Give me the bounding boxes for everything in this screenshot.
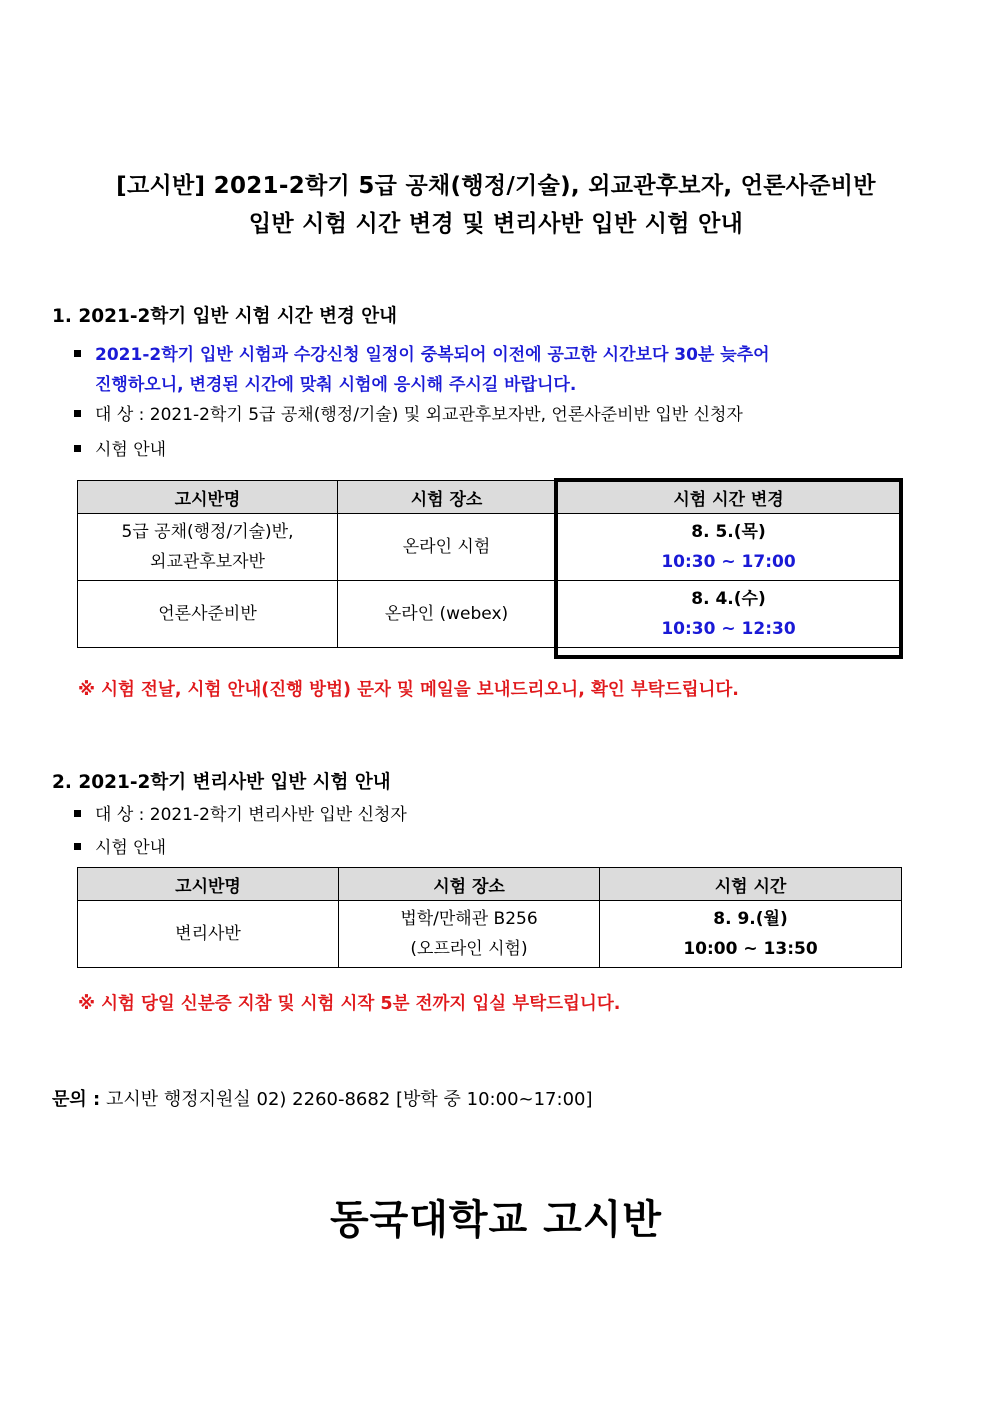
exam-place-line2: (오프라인 시험) bbox=[410, 939, 528, 959]
exam-info-text: 시험 안내 bbox=[95, 440, 167, 460]
header-exam-place: 시험 장소 bbox=[339, 868, 600, 901]
section1-heading: 1. 2021-2학기 입반 시험 시간 변경 안내 bbox=[52, 306, 398, 327]
time-change-highlight-box bbox=[554, 478, 903, 659]
header-exam-time-change: 시험 시간 변경 bbox=[556, 481, 902, 514]
contact-info bbox=[52, 1085, 593, 1111]
exam-place-cell: 온라인 (webex) bbox=[338, 581, 556, 648]
header-exam-time: 시험 시간 bbox=[600, 868, 902, 901]
exam-place-cell: 온라인 시험 bbox=[338, 514, 556, 581]
class-name-cell: 변리사반 bbox=[78, 901, 339, 968]
class-name-cell bbox=[78, 581, 338, 648]
target-text: 대 상 : 2021-2학기 변리사반 입반 신청자 bbox=[95, 805, 407, 825]
header-exam-place: 시험 장소 bbox=[338, 481, 556, 514]
organization-footer: 동국대학교 고시반 bbox=[329, 1197, 663, 1243]
contact-label: 문의 : bbox=[52, 1089, 101, 1110]
contact-text: 고시반 행정지원실 02) 2260-8682 [방학 중 10:00~17:00] bbox=[105, 1089, 593, 1110]
bullet-square-icon bbox=[74, 810, 81, 817]
bullet-square-icon bbox=[74, 350, 81, 357]
section2-note: ※ 시험 당일 신분증 지참 및 시험 시작 5분 전까지 입실 부탁드립니다. bbox=[78, 994, 621, 1014]
class-name-line2: 외교관후보자반 bbox=[150, 552, 265, 572]
class-name-line1: 언론사준비반 bbox=[158, 604, 257, 624]
section2-target bbox=[74, 800, 407, 830]
exam-date: 8. 4.(수) bbox=[691, 589, 766, 609]
header-class-name: 고시반명 bbox=[78, 868, 339, 901]
page-title-line1: [고시반] 2021-2학기 5급 공채(행정/기술), 외교관후보자, 언론사준비반 bbox=[116, 173, 876, 199]
header-class-name: 고시반명 bbox=[78, 481, 338, 514]
section1-note: ※ 시험 전날, 시험 안내(진행 방법) 문자 및 메일을 보내드리오니, 확인 부탁드립니다. bbox=[78, 680, 739, 700]
exam-place-cell bbox=[339, 901, 600, 968]
exam-time: 10:30 ~ 17:00 bbox=[661, 552, 796, 572]
section1-notice bbox=[74, 340, 770, 400]
target-text: 대 상 : 2021-2학기 5급 공채(행정/기술) 및 외교관후보자반, 언론사준비반 입반 신청자 bbox=[95, 405, 743, 425]
page-title-line2: 입반 시험 시간 변경 및 변리사반 입반 시험 안내 bbox=[248, 211, 744, 237]
exam-date: 8. 5.(목) bbox=[691, 522, 766, 542]
exam-place-line1: 법학/만해관 B256 bbox=[400, 909, 538, 929]
exam-time: 10:00 ~ 13:50 bbox=[683, 939, 818, 959]
table-header-row bbox=[78, 868, 902, 901]
exam-time-cell bbox=[600, 901, 902, 968]
exam-time: 10:30 ~ 12:30 bbox=[661, 619, 796, 639]
section1-exam-info bbox=[74, 435, 166, 465]
table-row bbox=[78, 901, 902, 968]
section1-target bbox=[74, 400, 743, 430]
exam-info-text: 시험 안내 bbox=[95, 838, 167, 858]
class-name-cell bbox=[78, 514, 338, 581]
bullet-square-icon bbox=[74, 410, 81, 417]
section2-exam-info bbox=[74, 833, 166, 863]
bullet-square-icon bbox=[74, 843, 81, 850]
bullet-square-icon bbox=[74, 445, 81, 452]
notice-line1: 2021-2학기 입반 시험과 수강신청 일정이 중복되어 이전에 공고한 시간보다 30분 늦추어 bbox=[95, 345, 770, 365]
section2-exam-table bbox=[77, 867, 902, 968]
exam-date: 8. 9.(월) bbox=[713, 909, 788, 929]
notice-line2: 진행하오니, 변경된 시간에 맞춰 시험에 응시해 주시길 바랍니다. bbox=[95, 375, 577, 395]
class-name-line1: 5급 공채(행정/기술)반, bbox=[121, 522, 294, 542]
section2-heading: 2. 2021-2학기 변리사반 입반 시험 안내 bbox=[52, 772, 391, 793]
